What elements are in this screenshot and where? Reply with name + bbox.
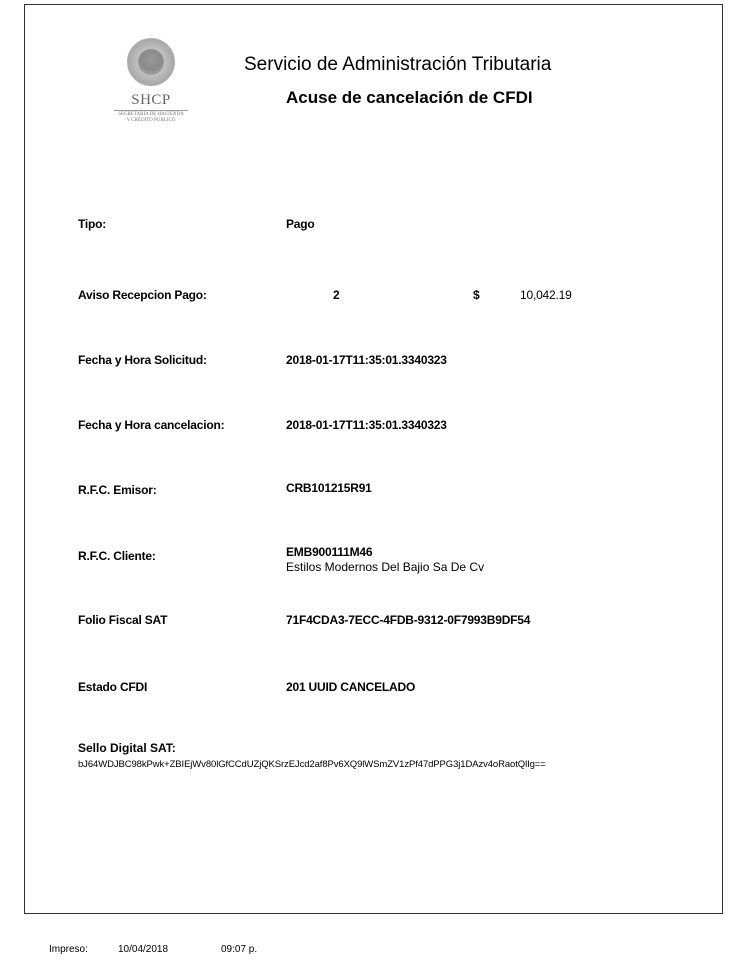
sello-label: Sello Digital SAT: bbox=[78, 741, 176, 755]
logo-divider bbox=[114, 110, 188, 111]
tipo-label: Tipo: bbox=[78, 217, 107, 231]
rfc-emisor-value: CRB101215R91 bbox=[286, 481, 372, 495]
national-seal-icon bbox=[127, 38, 175, 86]
rfc-cliente-label: R.F.C. Cliente: bbox=[78, 549, 156, 563]
tipo-value: Pago bbox=[286, 217, 315, 231]
fecha-solicitud-label: Fecha y Hora Solicitud: bbox=[78, 353, 207, 367]
folio-label: Folio Fiscal SAT bbox=[78, 613, 168, 627]
fecha-solicitud-value: 2018-01-17T11:35:01.3340323 bbox=[286, 353, 447, 367]
folio-value: 71F4CDA3-7ECC-4FDB-9312-0F7993B9DF54 bbox=[286, 613, 531, 627]
estado-value: 201 UUID CANCELADO bbox=[286, 680, 416, 694]
aviso-currency: $ bbox=[473, 288, 480, 302]
aviso-count: 2 bbox=[333, 288, 340, 302]
fecha-cancelacion-value: 2018-01-17T11:35:01.3340323 bbox=[286, 418, 447, 432]
cliente-name: Estilos Modernos Del Bajio Sa De Cv bbox=[286, 560, 485, 574]
rfc-cliente-value: EMB900111M46 bbox=[286, 545, 373, 559]
fecha-cancelacion-label: Fecha y Hora cancelacion: bbox=[78, 418, 225, 432]
sello-value: bJ64WDJBC98kPwk+ZBIEjWv80lGfCCdUZjQKSrzEJcd2af8Pv6XQ9lWSmZV1zPf47dPPG3j1DAzv4oRaotQlIg== bbox=[78, 759, 546, 770]
aviso-label: Aviso Recepcion Pago: bbox=[78, 288, 207, 302]
document-frame bbox=[24, 4, 723, 914]
footer-time: 09:07 p. bbox=[221, 944, 258, 955]
logo-subtitle: SECRETARÍA DE HACIENDA Y CRÉDITO PÚBLICO bbox=[118, 112, 184, 123]
logo-org: SHCP bbox=[131, 92, 171, 108]
footer-date: 10/04/2018 bbox=[118, 944, 169, 955]
estado-label: Estado CFDI bbox=[78, 680, 148, 694]
document-title: Servicio de Administración Tributaria bbox=[244, 54, 552, 75]
shcp-logo bbox=[110, 38, 210, 128]
footer-label: Impreso: bbox=[49, 944, 88, 955]
document-subtitle: Acuse de cancelación de CFDI bbox=[286, 88, 533, 107]
aviso-amount: 10,042.19 bbox=[520, 288, 572, 302]
rfc-emisor-label: R.F.C. Emisor: bbox=[78, 483, 157, 497]
